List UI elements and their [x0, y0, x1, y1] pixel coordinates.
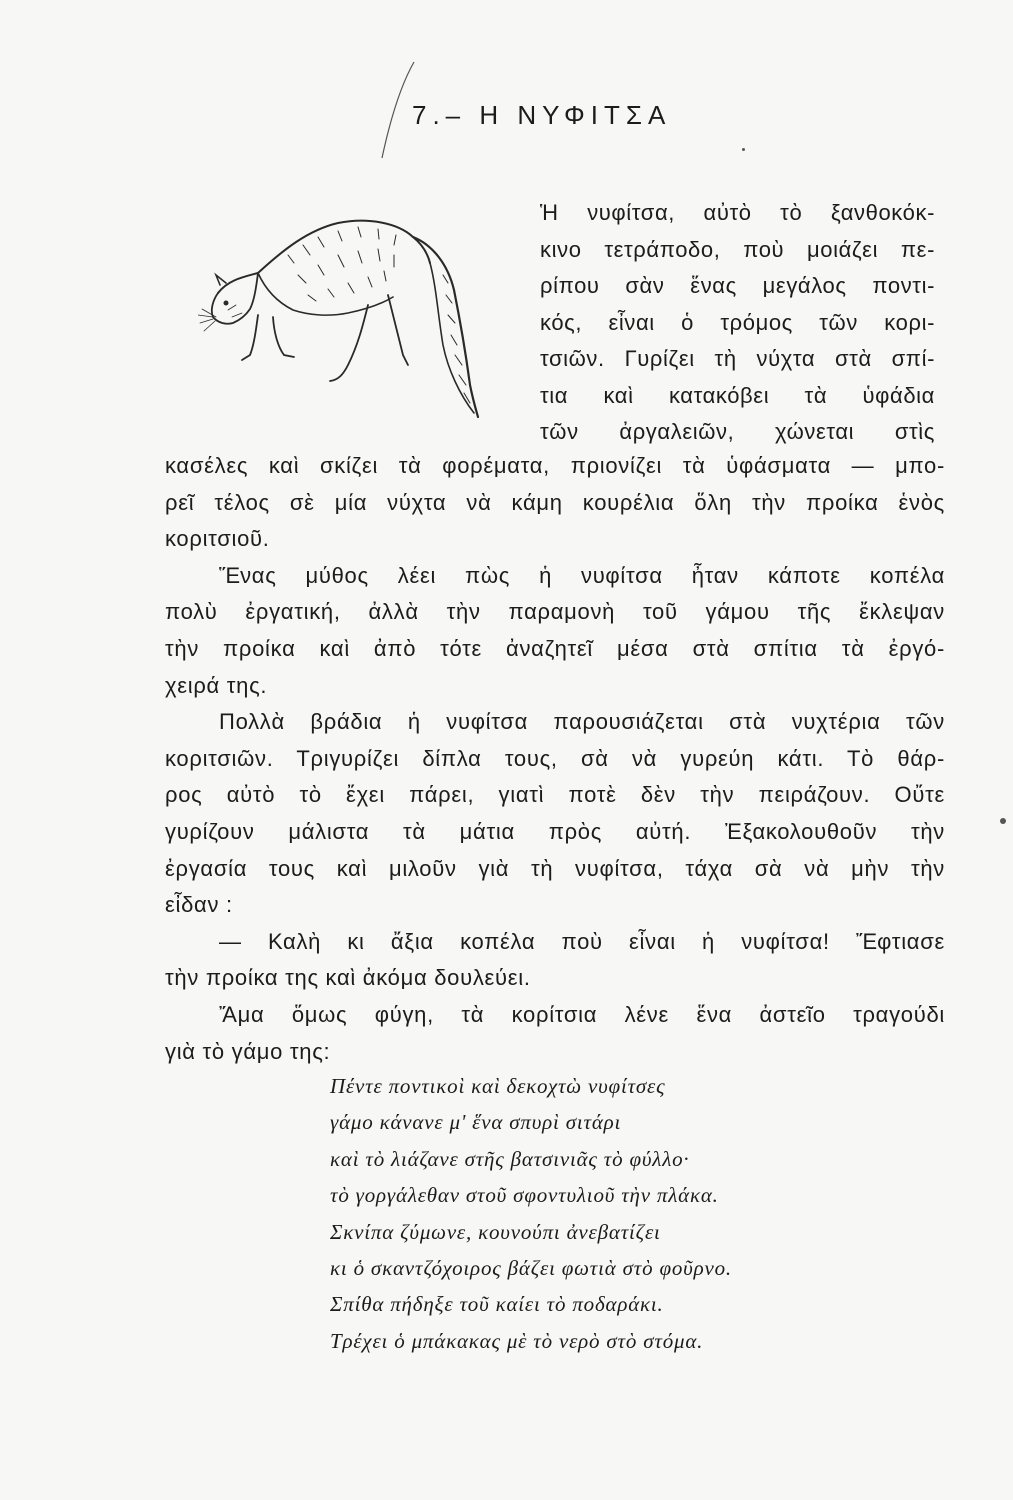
intro-line: κός, εἶναι ὁ τρόμος τῶν κορι- — [540, 309, 935, 335]
intro-line: ρίπου σὰν ἕνας μεγάλος ποντι- — [540, 273, 935, 298]
verse-line: Σπίθα πήδηξε τοῦ καίει τὸ ποδαράκι. — [330, 1292, 664, 1317]
text-line: εἶδαν : — [165, 892, 233, 918]
verse-line: Πέντε ποντικοὶ καὶ δεκοχτὼ νυφίτσες — [330, 1074, 666, 1098]
verse-line: Τρέχει ὁ μπάκακας μὲ τὸ νερὸ στὸ στόμα. — [330, 1328, 704, 1353]
text-line: κασέλες καὶ σκίζει τὰ φορέματα, πριονίζει τὰ ὑφάσματα — μπο- — [165, 453, 945, 478]
verse-line: γάμο κάνανε μ' ἕνα σπυρὶ σιτάρι — [330, 1110, 622, 1135]
body-text — [165, 448, 945, 1070]
text-line: ρεῖ τέλος σὲ μία νύχτα νὰ κάμη κουρέλια ὅλη τὴν προίκα ἑνὸς — [165, 489, 945, 515]
paragraph — [165, 448, 945, 558]
text-line: Ἄμα ὅμως φύγη, τὰ κορίτσια λένε ἕνα ἀστεῖο τραγούδι — [219, 1001, 945, 1027]
page-title: 7.– Η ΝΥΦΙΤΣΑ — [412, 100, 672, 130]
ink-speck — [1000, 818, 1006, 824]
text-line: τὴν προίκα καὶ ἀπὸ τότε ἀναζητεῖ μέσα στὰ σπίτια τὰ ἐργό- — [165, 635, 945, 661]
text-line: κοριτσιοῦ. — [165, 526, 270, 552]
verse-line: Σκνίπα ζύμωνε, κουνούπι ἀνεβατίζει — [330, 1219, 661, 1244]
paragraph — [165, 997, 945, 1070]
text-line: γιὰ τὸ γάμο της: — [165, 1038, 331, 1064]
intro-paragraph — [540, 195, 935, 451]
text-line: — Καλὴ κι ἄξια κοπέλα ποὺ εἶναι ἡ νυφίτσα! Ἔφτιασε — [219, 928, 945, 954]
song-verse — [330, 1068, 850, 1359]
text-line: Πολλὰ βράδια ἡ νυφίτσα παρουσιάζεται στὰ νυχτέρια τῶν — [219, 709, 945, 735]
intro-line: τῶν ἀργαλειῶν, χώνεται στὶς — [540, 419, 935, 444]
text-line: πολὺ ἐργατική, ἀλλὰ τὴν παραμονὴ τοῦ γάμου τῆς ἔκλεψαν — [165, 599, 945, 625]
verse-line: τὸ γοργάλεθαν στοῦ σφοντυλιοῦ τὴν πλάκα. — [330, 1183, 719, 1208]
paragraph — [165, 558, 945, 704]
verse-line: κι ὁ σκαντζόχοιρος βάζει φωτιὰ στὸ φοῦρνο. — [330, 1256, 732, 1281]
intro-line: κινο τετράποδο, ποὺ μοιάζει πε- — [540, 236, 935, 262]
weasel-illustration — [198, 205, 488, 420]
intro-line: τσιῶν. Γυρίζει τὴ νύχτα στὰ σπί- — [540, 346, 935, 371]
text-line: ἐργασία τους καὶ μιλοῦν γιὰ τὴ νυφίτσα, τάχα σὰ νὰ μὴν τὴν — [165, 855, 945, 881]
intro-line: Ἡ νυφίτσα, αὐτὸ τὸ ξανθοκόκ- — [540, 200, 935, 225]
text-line: γυρίζουν μάλιστα τὰ μάτια πρὸς αὐτή. Ἐξακολουθοῦν τὴν — [165, 818, 945, 844]
ink-speck — [742, 148, 745, 151]
text-line: χειρά της. — [165, 672, 268, 698]
paragraph — [165, 704, 945, 924]
text-line: τὴν προίκα της καὶ ἀκόμα δουλεύει. — [165, 965, 531, 991]
text-line: ρος αὐτὸ τὸ ἔχει πάρει, γιατὶ ποτὲ δὲν τὴν πειράζουν. Οὔτε — [165, 782, 945, 808]
text-line: κοριτσιῶν. Τριγυρίζει δίπλα τους, σὰ νὰ γυρεύη κάτι. Τὸ θάρ- — [165, 745, 945, 771]
intro-line: τια καὶ κατακόβει τὰ ὑφάδια — [540, 382, 935, 408]
paragraph — [165, 924, 945, 997]
text-line: Ἕνας μύθος λέει πὼς ἡ νυφίτσα ἦταν κάποτε κοπέλα — [219, 562, 945, 588]
verse-line: καὶ τὸ λιάζανε στῆς βατσινιᾶς τὸ φύλλο· — [330, 1146, 690, 1171]
